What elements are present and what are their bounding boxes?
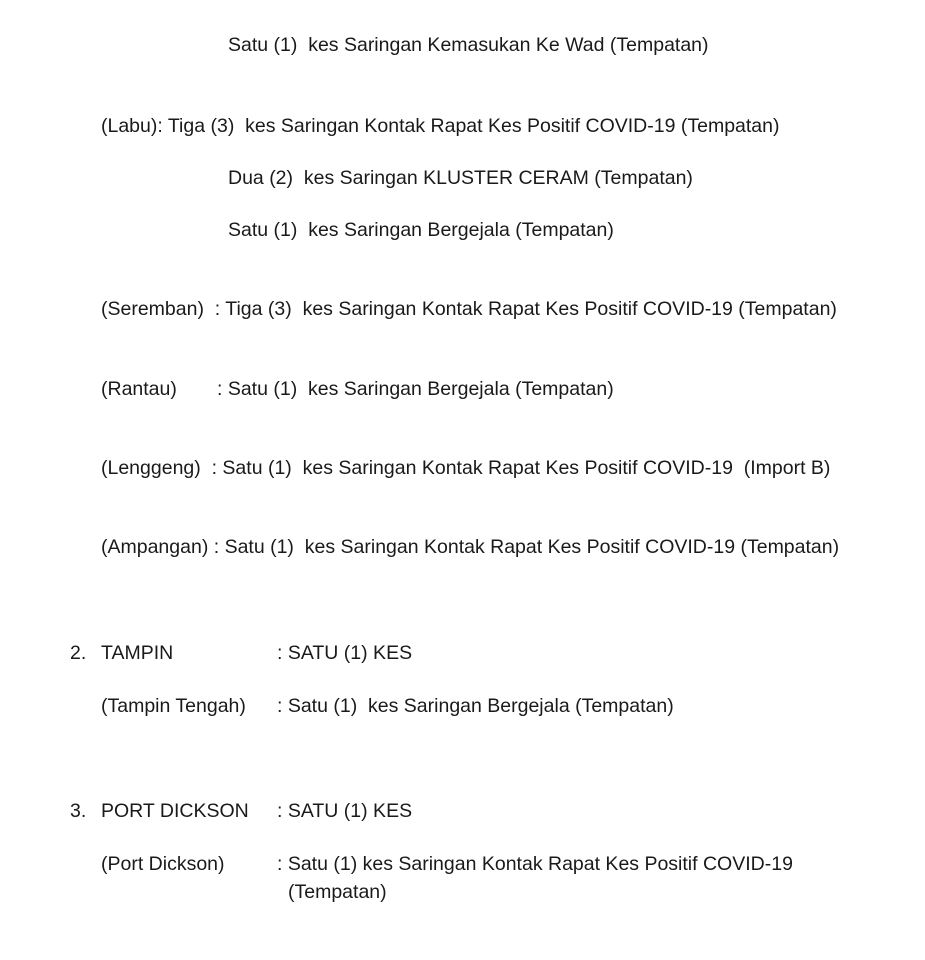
- case-line-continued: (Tempatan): [288, 881, 387, 903]
- case-line: : Satu (1) kes Saringan Kontak Rapat Kes Positif COVID-19: [277, 853, 793, 875]
- case-line: Satu (1) kes Saringan Kemasukan Ke Wad (Tempatan): [228, 34, 709, 56]
- seremban-row: [101, 297, 837, 321]
- area-label-ampangan: (Ampangan) :: [101, 536, 225, 558]
- lenggeng-row: [101, 456, 830, 480]
- case-line: Dua (2) kes Saringan KLUSTER CERAM (Tempatan): [228, 167, 693, 189]
- case-line: Tiga (3) kes Saringan Kontak Rapat Kes Positif COVID-19 (Tempatan): [167, 115, 780, 137]
- case-line: Satu (1) kes Saringan Kontak Rapat Kes Positif COVID-19 (Tempatan): [224, 536, 840, 558]
- area-label-seremban: (Seremban) :: [101, 298, 226, 320]
- section-number: 2.: [70, 642, 87, 664]
- ampangan-row: [101, 535, 839, 559]
- area-label-rantau: (Rantau): [101, 378, 177, 400]
- case-line: Satu (1) kes Saringan Kontak Rapat Kes Positif COVID-19 (Import B): [222, 457, 831, 479]
- section-number: 3.: [70, 800, 87, 822]
- area-label-labu: (Labu):: [101, 115, 168, 137]
- district-name-port-dickson: PORT DICKSON: [101, 800, 249, 822]
- area-label-tampin-tengah: (Tampin Tengah): [101, 695, 246, 717]
- case-line: : Satu (1) kes Saringan Bergejala (Tempatan): [277, 695, 674, 717]
- district-name-tampin: TAMPIN: [101, 642, 174, 664]
- area-label-lenggeng: (Lenggeng) :: [101, 457, 223, 479]
- district-total-port-dickson: : SATU (1) KES: [277, 800, 413, 822]
- case-line: : Satu (1) kes Saringan Bergejala (Tempatan): [217, 378, 614, 400]
- labu-row: [101, 114, 780, 138]
- case-line: Satu (1) kes Saringan Bergejala (Tempatan): [228, 219, 614, 241]
- area-label-port-dickson: (Port Dickson): [101, 853, 225, 875]
- case-line: Tiga (3) kes Saringan Kontak Rapat Kes Positif COVID-19 (Tempatan): [225, 298, 837, 320]
- district-total-tampin: : SATU (1) KES: [277, 642, 413, 664]
